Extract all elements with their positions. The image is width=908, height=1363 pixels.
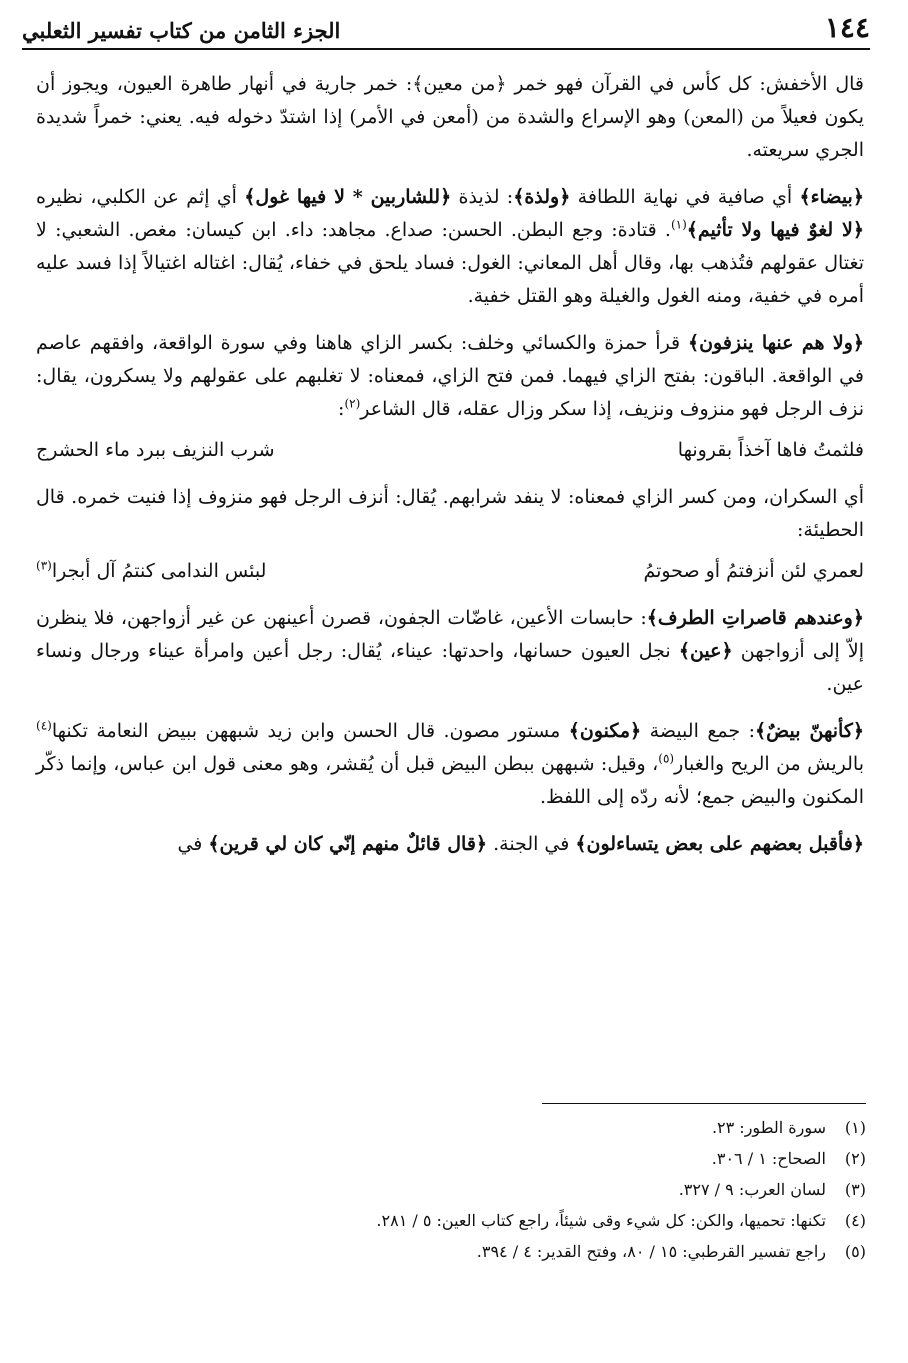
footnote-item <box>36 1143 866 1174</box>
quran-quote: ﴿ولذة﴾ <box>513 186 571 208</box>
verse-first-hemistich: لعمري لئن أنزفتمُ أو صحوتمُ <box>643 560 864 582</box>
verse-first-hemistich: فلثمتُ فاها آخذاً بقرونها <box>677 439 864 461</box>
body-text <box>36 68 864 875</box>
paragraph-1: قال الأخفش: كل كأس في القرآن فهو خمر ﴿من معين﴾: خمر جارية في أنهار طاهرة العيون، ويجوز أن يكون فعيلاً من (المعن) وهو الإسراع والشدة من (أمعن في الأمر) إذا اشتدّ دخوله فيه. يعني: خمراً شديدة الجري سريعته. <box>36 73 864 161</box>
quran-quote: ﴿قال قائلٌ منهم إنّي كان لي قرين﴾ <box>208 833 488 855</box>
footnote-divider <box>542 1103 866 1104</box>
paragraph-2 <box>36 181 864 313</box>
text-run: مستور مصون. قال الحسن وابن زيد شبههن ببيض النعامة تكنها <box>51 720 569 742</box>
footnote-ref: (٢) <box>344 396 361 411</box>
text-run: : جمع البيضة <box>641 720 756 742</box>
footnote-text: الصحاح: ١ / ٣٠٦. <box>711 1149 826 1168</box>
running-title: الجزء الثامن من كتاب تفسير الثعلبي <box>22 18 341 43</box>
text-run: بالريش من الريح والغبار <box>674 753 864 775</box>
footnote-ref: (٥) <box>658 751 675 766</box>
text-run: ، وقيل: شبههن ببطن البيض قبل أن يُقشر، وهو معنى قول ابن عباس، وإنما ذكّر المكنون والبيض جمع؛ لأنه ردّه إلى اللفظ. <box>36 753 864 808</box>
footnote-item <box>36 1174 866 1205</box>
quran-quote: ﴿وعندهم قاصراتِ الطرف﴾ <box>646 607 864 629</box>
page-number: ١٤٤ <box>824 11 870 44</box>
page-header <box>22 8 870 50</box>
text-run: : لذيذة <box>451 186 514 208</box>
paragraph-5 <box>36 602 864 701</box>
footnote-item <box>36 1205 866 1236</box>
paragraph-7 <box>36 828 864 861</box>
verse-text: لبئس الندامى كنتمُ آل أبجرا <box>51 560 267 582</box>
footnote-item <box>36 1112 866 1143</box>
text-run: : <box>338 398 345 420</box>
quran-quote: ﴿بيضاء﴾ <box>799 186 864 208</box>
paragraph-4: أي السكران، ومن كسر الزاي فمعناه: لا ينفد شرابهم. يُقال: أنزف الرجل فهو منزوف إذا فنيت خمره. قال الحطيئة: <box>36 486 864 541</box>
quran-quote: ﴿للشاربين * لا فيها غول﴾ <box>244 186 452 208</box>
poetry-verse-2 <box>36 555 864 588</box>
footnote-ref: (٤) <box>36 718 52 733</box>
paragraph-6 <box>36 715 864 814</box>
text-run: . قتادة: وجع البطن. الحسن: صداع. مجاهد: داء. ابن كيسان: مغص. الشعبي: لا تغتال عقولهم فتُذهب بها، وقال أهل المعاني: الغول: فساد يلحق في خفاء، يُقال: اغتاله اغتيالاً إذا فسد عليه أمره في خفية، ومنه الغول والغيلة وهو القتل خفية. <box>36 219 864 307</box>
footnote-text: سورة الطور: ٢٣. <box>711 1118 826 1137</box>
footnote-text: راجع تفسير القرطبي: ١٥ / ٨٠، وفتح القدير: ٤ / ٣٩٤. <box>476 1242 826 1261</box>
footnote-number: (٢) <box>844 1149 866 1168</box>
quran-quote: ﴿مكنون﴾ <box>568 720 642 742</box>
footnotes <box>36 1112 866 1267</box>
text-run: أي صافية في نهاية اللطافة <box>570 186 800 208</box>
text-run: قرأ حمزة والكسائي وخلف: بكسر الزاي هاهنا وفي سورة الواقعة، وافقهم عاصم في الواقعة. الباقون: بفتح الزاي فيهما. فمن فتح الزاي، فمعناه: لا تغلبهم على عقولهم ولا يسكرون، يقال: نزف الرجل فهو منزوف ونزيف، إذا سكر وزال عقله، قال الشاعر <box>36 332 864 420</box>
footnote-ref: (١) <box>670 217 687 232</box>
footnote-number: (١) <box>844 1118 866 1137</box>
quran-quote: ﴿لا لغوٌ فيها ولا تأثيم﴾ <box>686 219 864 241</box>
verse-second-hemistich <box>36 555 266 588</box>
footnote-number: (٣) <box>844 1180 866 1199</box>
text-run: في الجنة. <box>487 833 576 855</box>
footnote-number: (٥) <box>844 1242 866 1261</box>
quran-quote: ﴿ولا هم عنها ينزفون﴾ <box>687 332 865 354</box>
paragraph-3 <box>36 327 864 426</box>
footnote-number: (٤) <box>844 1211 866 1230</box>
quran-quote: ﴿عين﴾ <box>678 640 733 662</box>
footnote-text: لسان العرب: ٩ / ٣٢٧. <box>678 1180 826 1199</box>
text-run: أي إثم عن الكلبي، نظيره <box>36 186 245 208</box>
poetry-verse-1 <box>36 434 864 467</box>
text-run: نجل العيون حسانها، واحدتها: عيناء، يُقال: رجل أعين وامرأة عيناء ورجال ونساء عين. <box>36 640 864 695</box>
text-run: في <box>177 833 209 855</box>
footnote-ref: (٣) <box>36 558 52 573</box>
footnote-item <box>36 1236 866 1267</box>
quran-quote: ﴿فأقبل بعضهم على بعض يتساءلون﴾ <box>575 833 864 855</box>
footnote-text: تكنها: تحميها، والكن: كل شيء وقى شيئاً، راجع كتاب العين: ٥ / ٢٨١. <box>376 1211 826 1230</box>
quran-quote: ﴿كأنهنّ بيضٌ﴾ <box>755 720 864 742</box>
text-run: : حابسات الأعين، غاضّات الجفون، قصرن أعينهن عن غير أزواجهن، فلا ينظرن إلاّ إلى أزواجهن <box>36 607 865 662</box>
verse-second-hemistich: شرب النزيف ببرد ماء الحشرج <box>36 439 275 461</box>
